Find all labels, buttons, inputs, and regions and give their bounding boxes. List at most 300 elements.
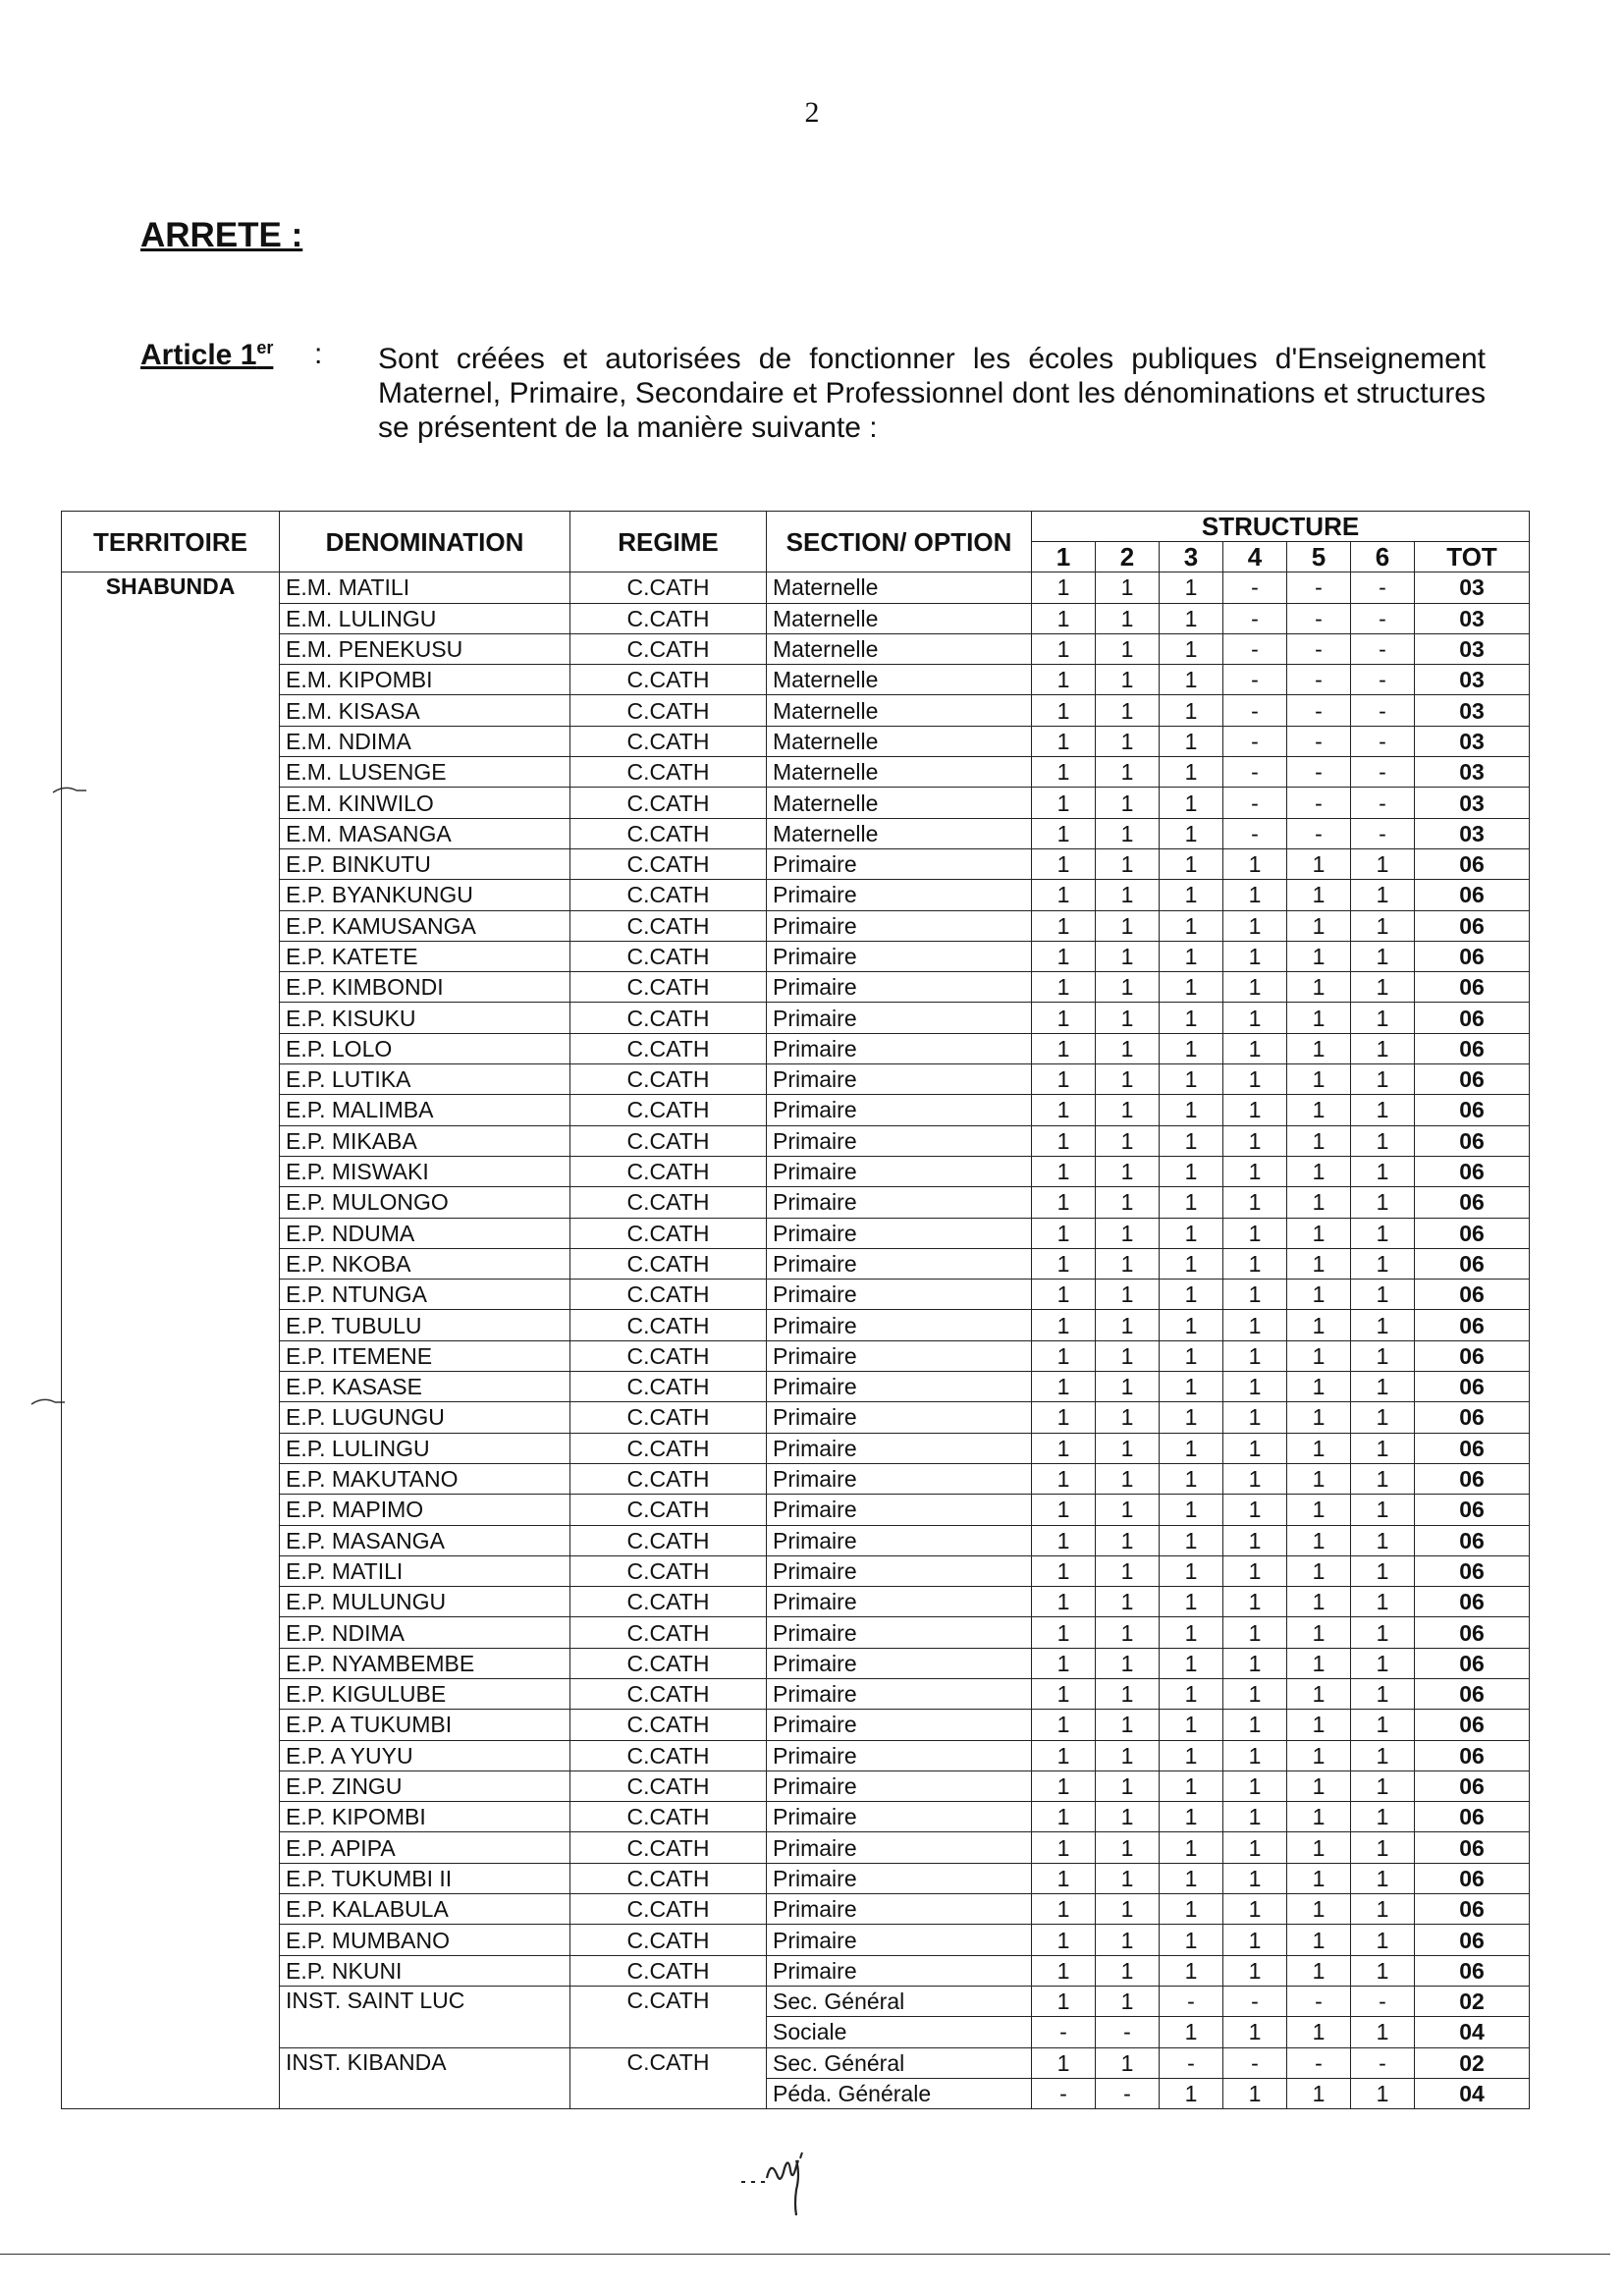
structure-value: 1 — [1160, 1832, 1223, 1863]
structure-value: 1 — [1351, 1495, 1415, 1525]
school-name: E.P. LUGUNGU — [280, 1402, 570, 1433]
school-regime: C.CATH — [570, 848, 767, 879]
table-row — [62, 1955, 1530, 1986]
table-row — [62, 1678, 1530, 1709]
school-section: Primaire — [767, 1648, 1032, 1678]
school-section: Primaire — [767, 1340, 1032, 1371]
table-row — [62, 1863, 1530, 1893]
table-row — [62, 848, 1530, 879]
structure-value: 1 — [1223, 1156, 1287, 1186]
school-regime: C.CATH — [570, 1495, 767, 1525]
structure-value: 1 — [1223, 1340, 1287, 1371]
structure-total: 06 — [1415, 1064, 1530, 1095]
structure-value: 1 — [1160, 633, 1223, 664]
school-name: INST. KIBANDA — [280, 2047, 570, 2078]
territoire-spacer — [62, 757, 280, 788]
structure-total: 06 — [1415, 1955, 1530, 1986]
territoire-spacer — [62, 1402, 280, 1433]
school-regime: C.CATH — [570, 1802, 767, 1832]
territoire-spacer — [62, 1832, 280, 1863]
structure-value: - — [1351, 633, 1415, 664]
structure-total: 04 — [1415, 2017, 1530, 2047]
structure-value: 1 — [1351, 1003, 1415, 1033]
school-name: E.M. PENEKUSU — [280, 633, 570, 664]
table-row — [62, 695, 1530, 726]
structure-value: - — [1287, 1986, 1351, 2016]
territoire-spacer — [62, 1802, 280, 1832]
structure-value: 1 — [1351, 1710, 1415, 1740]
structure-value: 1 — [1160, 1863, 1223, 1893]
structure-value: 1 — [1351, 1740, 1415, 1770]
structure-value: 1 — [1287, 1525, 1351, 1555]
structure-value: 1 — [1351, 1402, 1415, 1433]
structure-value: 1 — [1032, 1372, 1096, 1402]
structure-value: 1 — [1032, 1802, 1096, 1832]
table-row — [62, 880, 1530, 910]
structure-value: 1 — [1032, 788, 1096, 818]
territoire-spacer — [62, 1955, 280, 1986]
school-regime: C.CATH — [570, 603, 767, 633]
table-row — [62, 2078, 1530, 2108]
schools-table-wrapper — [61, 511, 1529, 2121]
structure-value: 1 — [1032, 1248, 1096, 1279]
table-row — [62, 1555, 1530, 1586]
footer-rule — [0, 2254, 1610, 2255]
structure-value: - — [1351, 572, 1415, 603]
structure-total: 06 — [1415, 1248, 1530, 1279]
table-row — [62, 1710, 1530, 1740]
schools-table — [61, 511, 1530, 2109]
structure-value: 1 — [1032, 726, 1096, 756]
structure-value: 1 — [1160, 2078, 1223, 2108]
structure-value: 1 — [1160, 726, 1223, 756]
structure-value: - — [1287, 788, 1351, 818]
school-name: E.M. KINWILO — [280, 788, 570, 818]
territoire-spacer — [62, 1248, 280, 1279]
structure-total: 06 — [1415, 910, 1530, 941]
school-regime: C.CATH — [570, 1340, 767, 1371]
school-section: Primaire — [767, 1955, 1032, 1986]
structure-value: 1 — [1160, 972, 1223, 1003]
structure-value: 1 — [1223, 1372, 1287, 1402]
structure-value: - — [1351, 2047, 1415, 2078]
structure-value: 1 — [1223, 1648, 1287, 1678]
structure-value: 1 — [1096, 1770, 1160, 1801]
structure-value: 1 — [1032, 1125, 1096, 1156]
school-section: Sociale — [767, 2017, 1032, 2047]
school-regime: C.CATH — [570, 633, 767, 664]
school-name: E.P. NYAMBEMBE — [280, 1648, 570, 1678]
structure-value: 1 — [1223, 1218, 1287, 1248]
structure-value: 1 — [1096, 1064, 1160, 1095]
table-row — [62, 1125, 1530, 1156]
school-name: E.P. MASANGA — [280, 1525, 570, 1555]
territoire-spacer — [62, 603, 280, 633]
structure-value: - — [1351, 665, 1415, 695]
school-name: E.P. KIGULUBE — [280, 1678, 570, 1709]
table-row — [62, 1218, 1530, 1248]
structure-value: 1 — [1287, 1925, 1351, 1955]
structure-value: 1 — [1351, 1587, 1415, 1617]
header-structure-col: TOT — [1415, 542, 1530, 572]
structure-value: 1 — [1351, 1218, 1415, 1248]
structure-value: - — [1032, 2017, 1096, 2047]
structure-total: 03 — [1415, 603, 1530, 633]
structure-total: 06 — [1415, 1033, 1530, 1063]
structure-value: 1 — [1096, 1003, 1160, 1033]
structure-value: 1 — [1032, 1525, 1096, 1555]
school-regime: C.CATH — [570, 1710, 767, 1740]
structure-value: 1 — [1160, 2017, 1223, 2047]
structure-value: 1 — [1096, 1187, 1160, 1218]
page-number: 2 — [804, 96, 820, 129]
structure-value: 1 — [1160, 1433, 1223, 1463]
structure-value: 1 — [1351, 1770, 1415, 1801]
table-row — [62, 1280, 1530, 1310]
structure-value: 1 — [1032, 633, 1096, 664]
school-regime: C.CATH — [570, 1064, 767, 1095]
structure-value: 1 — [1223, 941, 1287, 971]
school-section: Sec. Général — [767, 1986, 1032, 2016]
school-name: E.P. KALABULA — [280, 1894, 570, 1925]
structure-value: 1 — [1096, 941, 1160, 971]
structure-total: 06 — [1415, 1525, 1530, 1555]
structure-value: 1 — [1096, 695, 1160, 726]
structure-total: 06 — [1415, 1863, 1530, 1893]
article-label-text: Article 1 — [140, 339, 257, 371]
structure-value: 1 — [1032, 880, 1096, 910]
school-regime: C.CATH — [570, 1248, 767, 1279]
structure-value: 1 — [1160, 603, 1223, 633]
structure-value: 1 — [1032, 695, 1096, 726]
structure-value: 1 — [1160, 941, 1223, 971]
territoire-spacer — [62, 1003, 280, 1033]
header-structure-col: 1 — [1032, 542, 1096, 572]
table-row — [62, 2047, 1530, 2078]
table-row — [62, 1402, 1530, 1433]
territoire-spacer — [62, 1587, 280, 1617]
structure-value: 1 — [1287, 1248, 1351, 1279]
structure-value: 1 — [1287, 1280, 1351, 1310]
school-regime: C.CATH — [570, 1770, 767, 1801]
structure-value: 1 — [1287, 2078, 1351, 2108]
school-regime: C.CATH — [570, 1033, 767, 1063]
structure-value: 1 — [1160, 1218, 1223, 1248]
school-section: Primaire — [767, 1740, 1032, 1770]
structure-value: 1 — [1032, 1986, 1096, 2016]
structure-value: 1 — [1223, 1678, 1287, 1709]
school-name: E.P. ZINGU — [280, 1770, 570, 1801]
school-regime: C.CATH — [570, 1156, 767, 1186]
structure-value: 1 — [1351, 2078, 1415, 2108]
table-row — [62, 972, 1530, 1003]
structure-value: 1 — [1032, 1064, 1096, 1095]
school-regime: C.CATH — [570, 757, 767, 788]
structure-total: 06 — [1415, 880, 1530, 910]
structure-total: 06 — [1415, 1740, 1530, 1770]
school-section: Primaire — [767, 910, 1032, 941]
structure-value: 1 — [1096, 1495, 1160, 1525]
structure-value: 1 — [1160, 1525, 1223, 1555]
school-regime: C.CATH — [570, 665, 767, 695]
table-row — [62, 1770, 1530, 1801]
territoire-spacer — [62, 1280, 280, 1310]
structure-value: 1 — [1032, 1156, 1096, 1186]
structure-value: 1 — [1032, 757, 1096, 788]
table-row — [62, 1495, 1530, 1525]
school-name: E.P. MISWAKI — [280, 1156, 570, 1186]
structure-value: 1 — [1160, 1587, 1223, 1617]
school-name: E.P. MAPIMO — [280, 1495, 570, 1525]
structure-total: 06 — [1415, 1617, 1530, 1648]
structure-value: 1 — [1351, 1802, 1415, 1832]
structure-value: 1 — [1160, 572, 1223, 603]
structure-value: 1 — [1287, 1740, 1351, 1770]
structure-value: 1 — [1351, 1095, 1415, 1125]
structure-value: 1 — [1351, 1617, 1415, 1648]
table-row — [62, 941, 1530, 971]
territoire-spacer — [62, 1863, 280, 1893]
table-row — [62, 1617, 1530, 1648]
structure-value: 1 — [1032, 1433, 1096, 1463]
structure-total: 06 — [1415, 848, 1530, 879]
structure-value: 1 — [1287, 1156, 1351, 1186]
school-regime: C.CATH — [570, 726, 767, 756]
structure-value: - — [1223, 572, 1287, 603]
table-row — [62, 910, 1530, 941]
structure-value: - — [1032, 2078, 1096, 2108]
table-row — [62, 1340, 1530, 1371]
school-name: E.P. KISUKU — [280, 1003, 570, 1033]
structure-value: 1 — [1032, 665, 1096, 695]
structure-total: 06 — [1415, 1125, 1530, 1156]
school-regime: C.CATH — [570, 1832, 767, 1863]
school-name: E.P. LOLO — [280, 1033, 570, 1063]
structure-value: 1 — [1223, 1863, 1287, 1893]
structure-value: 1 — [1096, 1863, 1160, 1893]
structure-value: 1 — [1096, 1248, 1160, 1279]
school-name: E.P. MALIMBA — [280, 1095, 570, 1125]
school-section: Péda. Générale — [767, 2078, 1032, 2108]
territoire-spacer — [62, 1340, 280, 1371]
structure-value: 1 — [1160, 1894, 1223, 1925]
school-name: E.P. ITEMENE — [280, 1340, 570, 1371]
table-row — [62, 1003, 1530, 1033]
structure-value: 1 — [1351, 1310, 1415, 1340]
structure-value: 1 — [1096, 788, 1160, 818]
school-name: E.P. NKOBA — [280, 1248, 570, 1279]
structure-total: 06 — [1415, 1710, 1530, 1740]
structure-value: 1 — [1096, 818, 1160, 848]
structure-value: - — [1287, 603, 1351, 633]
structure-value: 1 — [1032, 1832, 1096, 1863]
school-name: E.P. TUKUMBI II — [280, 1863, 570, 1893]
school-regime: C.CATH — [570, 1587, 767, 1617]
structure-value: 1 — [1096, 848, 1160, 879]
structure-value: 1 — [1351, 910, 1415, 941]
structure-value: 1 — [1160, 1033, 1223, 1063]
structure-value: 1 — [1160, 788, 1223, 818]
structure-value: 1 — [1287, 1894, 1351, 1925]
structure-value: 1 — [1287, 1587, 1351, 1617]
table-row — [62, 2017, 1530, 2047]
school-section: Primaire — [767, 1003, 1032, 1033]
structure-value: 1 — [1223, 1095, 1287, 1125]
structure-value: 1 — [1096, 910, 1160, 941]
header-structure: STRUCTURE — [1032, 512, 1530, 542]
structure-value: 1 — [1287, 1218, 1351, 1248]
structure-value: 1 — [1287, 1832, 1351, 1863]
structure-value: 1 — [1160, 1064, 1223, 1095]
structure-value: 1 — [1032, 1463, 1096, 1494]
school-regime: C.CATH — [570, 1463, 767, 1494]
structure-value: 1 — [1096, 1372, 1160, 1402]
structure-value: 1 — [1096, 757, 1160, 788]
school-name: E.P. MATILI — [280, 1555, 570, 1586]
structure-total: 06 — [1415, 1372, 1530, 1402]
structure-value: 1 — [1287, 1433, 1351, 1463]
school-regime: C.CATH — [570, 1617, 767, 1648]
table-row — [62, 1372, 1530, 1402]
school-section: Primaire — [767, 941, 1032, 971]
school-section: Primaire — [767, 1894, 1032, 1925]
school-name: E.P. BINKUTU — [280, 848, 570, 879]
school-section: Maternelle — [767, 603, 1032, 633]
structure-value: 1 — [1351, 1863, 1415, 1893]
structure-total: 03 — [1415, 788, 1530, 818]
structure-value: 1 — [1287, 2017, 1351, 2047]
structure-value: 1 — [1096, 1033, 1160, 1063]
structure-value: 1 — [1351, 1525, 1415, 1555]
territoire-spacer — [62, 1156, 280, 1186]
structure-value: - — [1223, 2047, 1287, 2078]
territoire-spacer — [62, 695, 280, 726]
structure-value: 1 — [1096, 1340, 1160, 1371]
structure-value: - — [1223, 603, 1287, 633]
table-row — [62, 1648, 1530, 1678]
structure-value: 1 — [1287, 1340, 1351, 1371]
structure-total: 06 — [1415, 1340, 1530, 1371]
structure-value: 1 — [1160, 1248, 1223, 1279]
school-name: E.P. MAKUTANO — [280, 1463, 570, 1494]
structure-value: 1 — [1160, 910, 1223, 941]
structure-value: - — [1223, 633, 1287, 664]
structure-value: 1 — [1160, 848, 1223, 879]
structure-value: 1 — [1160, 1925, 1223, 1955]
structure-total: 06 — [1415, 1832, 1530, 1863]
structure-total: 04 — [1415, 2078, 1530, 2108]
structure-value: 1 — [1223, 1495, 1287, 1525]
school-section: Primaire — [767, 1156, 1032, 1186]
structure-value: 1 — [1223, 1433, 1287, 1463]
structure-total: 03 — [1415, 818, 1530, 848]
school-regime-cont — [570, 2078, 767, 2108]
structure-value: 1 — [1032, 1310, 1096, 1340]
structure-value: 1 — [1160, 757, 1223, 788]
school-section: Primaire — [767, 1248, 1032, 1279]
structure-total: 03 — [1415, 572, 1530, 603]
table-row — [62, 818, 1530, 848]
structure-value: 1 — [1287, 1770, 1351, 1801]
structure-value: 1 — [1096, 1802, 1160, 1832]
structure-value: 1 — [1160, 1648, 1223, 1678]
structure-total: 06 — [1415, 1678, 1530, 1709]
structure-value: - — [1223, 757, 1287, 788]
structure-value: 1 — [1160, 1955, 1223, 1986]
table-row — [62, 1463, 1530, 1494]
structure-value: 1 — [1096, 665, 1160, 695]
structure-value: 1 — [1223, 1248, 1287, 1279]
structure-value: 1 — [1223, 1033, 1287, 1063]
school-name: E.P. LUTIKA — [280, 1064, 570, 1095]
structure-value: 1 — [1287, 1463, 1351, 1494]
structure-total: 06 — [1415, 1925, 1530, 1955]
structure-total: 06 — [1415, 1894, 1530, 1925]
territoire-spacer — [62, 1187, 280, 1218]
structure-value: - — [1351, 695, 1415, 726]
structure-value: 1 — [1096, 633, 1160, 664]
table-body — [62, 572, 1530, 2109]
structure-value: - — [1351, 603, 1415, 633]
structure-value: 1 — [1223, 1280, 1287, 1310]
school-section: Maternelle — [767, 726, 1032, 756]
school-regime: C.CATH — [570, 1280, 767, 1310]
header-denomination: DENOMINATION — [280, 512, 570, 572]
territoire-spacer — [62, 1310, 280, 1340]
structure-value: 1 — [1351, 1280, 1415, 1310]
school-name: E.P. MUMBANO — [280, 1925, 570, 1955]
school-regime: C.CATH — [570, 1648, 767, 1678]
structure-value: 1 — [1160, 1280, 1223, 1310]
structure-value: 1 — [1287, 1033, 1351, 1063]
structure-value: 1 — [1032, 603, 1096, 633]
structure-value: 1 — [1160, 1095, 1223, 1125]
structure-value: 1 — [1223, 1555, 1287, 1586]
structure-value: 1 — [1096, 1740, 1160, 1770]
school-section: Primaire — [767, 972, 1032, 1003]
school-section: Primaire — [767, 1463, 1032, 1494]
school-section: Sec. Général — [767, 2047, 1032, 2078]
table-row — [62, 1433, 1530, 1463]
table-row — [62, 1156, 1530, 1186]
structure-value: - — [1287, 726, 1351, 756]
table-row — [62, 788, 1530, 818]
school-regime: C.CATH — [570, 1894, 767, 1925]
structure-value: 1 — [1096, 972, 1160, 1003]
structure-value: 1 — [1287, 880, 1351, 910]
school-regime: C.CATH — [570, 1525, 767, 1555]
article-text: Sont créées et autorisées de fonctionner les écoles publiques d'Enseignement Maternel, Primaire, Secondaire et Professionnel dont les dénominations et structures se présentent de la manière suivante : — [378, 343, 1486, 444]
structure-value: 1 — [1096, 1832, 1160, 1863]
structure-value: 1 — [1223, 880, 1287, 910]
structure-value: 1 — [1160, 818, 1223, 848]
school-name: E.M. MATILI — [280, 572, 570, 603]
school-regime: C.CATH — [570, 941, 767, 971]
school-section: Primaire — [767, 1125, 1032, 1156]
structure-value: 1 — [1351, 1955, 1415, 1986]
structure-value: 1 — [1032, 2047, 1096, 2078]
school-regime: C.CATH — [570, 1003, 767, 1033]
structure-value: 1 — [1287, 1495, 1351, 1525]
school-regime: C.CATH — [570, 1678, 767, 1709]
structure-value: - — [1223, 665, 1287, 695]
structure-value: - — [1287, 665, 1351, 695]
structure-value: 1 — [1223, 1064, 1287, 1095]
structure-value: 1 — [1287, 1617, 1351, 1648]
structure-value: 1 — [1223, 1770, 1287, 1801]
structure-value: 1 — [1096, 1710, 1160, 1740]
article-label-sup: er — [256, 338, 274, 357]
